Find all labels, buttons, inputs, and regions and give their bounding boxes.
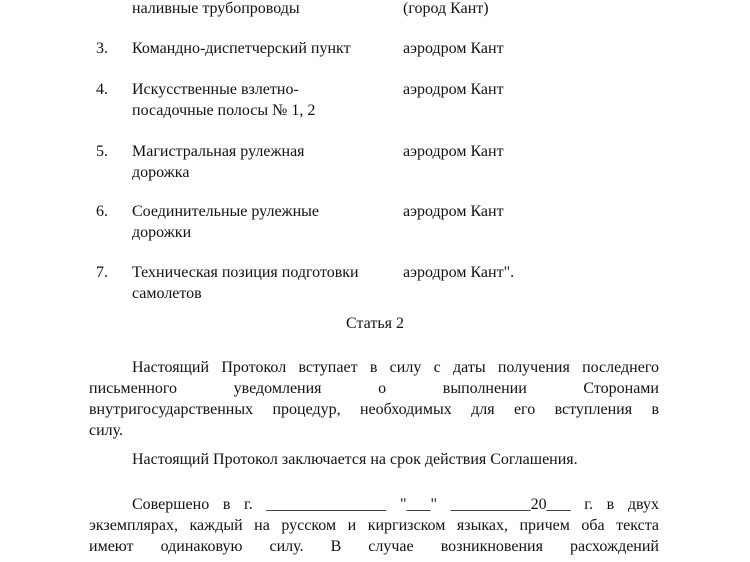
item-location: аэродром Кант — [403, 143, 504, 160]
item-location: (город Кант) — [403, 0, 489, 17]
item-name — [132, 0, 392, 19]
item-name-line: самолетов — [132, 285, 202, 302]
item-number: 4. — [96, 81, 108, 98]
item-name-line: Магистральная рулежная — [132, 143, 305, 160]
item-number: 3. — [96, 40, 108, 57]
item-number: 7. — [96, 264, 108, 281]
item-location: аэродром Кант". — [403, 264, 515, 281]
paragraph-line: внутригосударственных процедур, необходимых для его вступления в — [89, 401, 659, 418]
paragraph-entry-into-force — [89, 357, 659, 441]
item-name-line: Искусственные взлетно- — [132, 81, 299, 98]
item-name — [132, 262, 392, 304]
paragraph-line: Совершено в г. _______________ "___" __________20___ г. в двух — [132, 496, 659, 513]
item-name — [132, 79, 392, 121]
item-location: аэродром Кант — [403, 81, 504, 98]
paragraph-duration — [89, 449, 659, 470]
paragraph-line: письменного уведомления о выполнении Сторонами — [89, 380, 659, 397]
paragraph-line: имеют одинаковую силу. В случае возникновения расхождений — [89, 538, 659, 555]
item-number: 6. — [96, 203, 108, 220]
article-heading: Статья 2 — [346, 315, 404, 332]
paragraph-line: Настоящий Протокол вступает в силу с даты получения последнего — [132, 359, 659, 376]
paragraph-line: силу. — [89, 422, 124, 439]
item-name-line: дорожки — [132, 224, 192, 241]
paragraph-done-at — [89, 494, 659, 557]
item-name — [132, 141, 392, 183]
item-name-line: дорожка — [132, 164, 190, 181]
item-name-line: Соединительные рулежные — [132, 203, 320, 220]
item-location: аэродром Кант — [403, 203, 504, 220]
item-name-line: посадочные полосы № 1, 2 — [132, 102, 316, 119]
paragraph-line: экземплярах, каждый на русском и киргизском языках, причем оба текста — [89, 517, 659, 534]
item-location: аэродром Кант — [403, 40, 504, 57]
item-name — [132, 38, 392, 59]
item-name-line: Командно-диспетчерский пункт — [132, 40, 351, 57]
item-number: 5. — [96, 143, 108, 160]
paragraph-line: Настоящий Протокол заключается на срок действия Соглашения. — [132, 451, 578, 468]
item-name-line: наливные трубопроводы — [132, 0, 300, 17]
item-name — [132, 201, 392, 243]
item-name-line: Техническая позиция подготовки — [132, 264, 359, 281]
